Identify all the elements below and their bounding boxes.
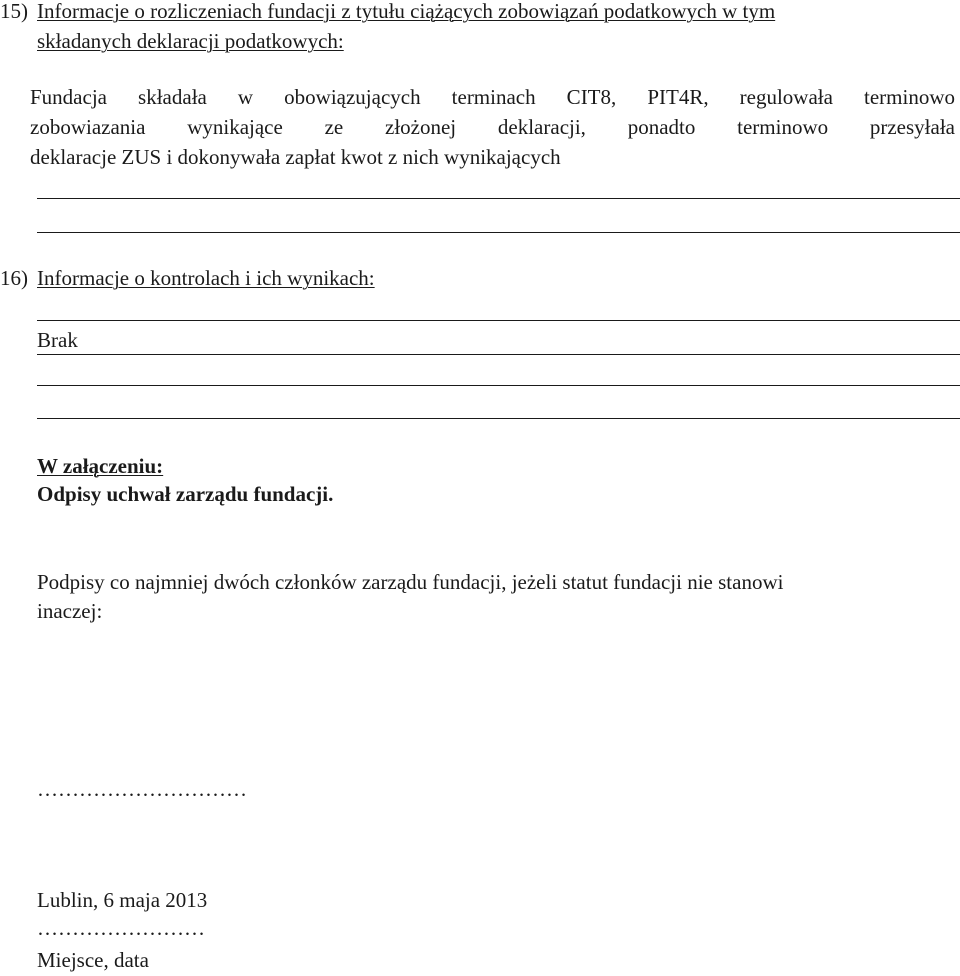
section-16-number: 16) — [0, 266, 28, 290]
section-15-body-line-3: deklaracje ZUS i dokonywała zapłat kwot z nich wynikających — [30, 145, 561, 169]
place-date-dots: …………………… — [37, 916, 205, 940]
blank-line — [37, 354, 960, 355]
section-15-number: 15) — [0, 0, 28, 23]
signature-dots: ………………………… — [37, 777, 247, 801]
blank-line — [37, 232, 960, 233]
section-15-heading-line-1: Informacje o rozliczeniach fundacji z tytułu ciążących zobowiązań podatkowych w tym — [37, 0, 776, 23]
section-15-body-line-2: zobowiazania wynikające ze złożonej deklaracji, ponadto terminowo przesyłała — [30, 115, 955, 139]
attachment-text: Odpisy uchwał zarządu fundacji. — [37, 482, 334, 506]
signature-instruction-line-2: inaczej: — [37, 599, 103, 623]
blank-line — [37, 418, 960, 419]
place-date-value: Lublin, 6 maja 2013 — [37, 888, 208, 912]
attachment-label: W załączeniu: — [37, 454, 164, 478]
blank-line — [37, 198, 960, 199]
blank-line — [37, 385, 960, 386]
section-16-answer: Brak — [37, 328, 78, 352]
place-date-label: Miejsce, data — [37, 948, 149, 972]
section-16-heading: Informacje o kontrolach i ich wynikach: — [37, 266, 375, 290]
section-15-heading-line-2: składanych deklaracji podatkowych: — [37, 29, 344, 53]
section-15-body-line-1: Fundacja składała w obowiązujących terminach CIT8, PIT4R, regulowała terminowo — [30, 85, 955, 109]
signature-instruction-line-1: Podpisy co najmniej dwóch członków zarządu fundacji, jeżeli statut fundacji nie stanowi — [37, 570, 784, 594]
blank-line — [37, 320, 960, 321]
